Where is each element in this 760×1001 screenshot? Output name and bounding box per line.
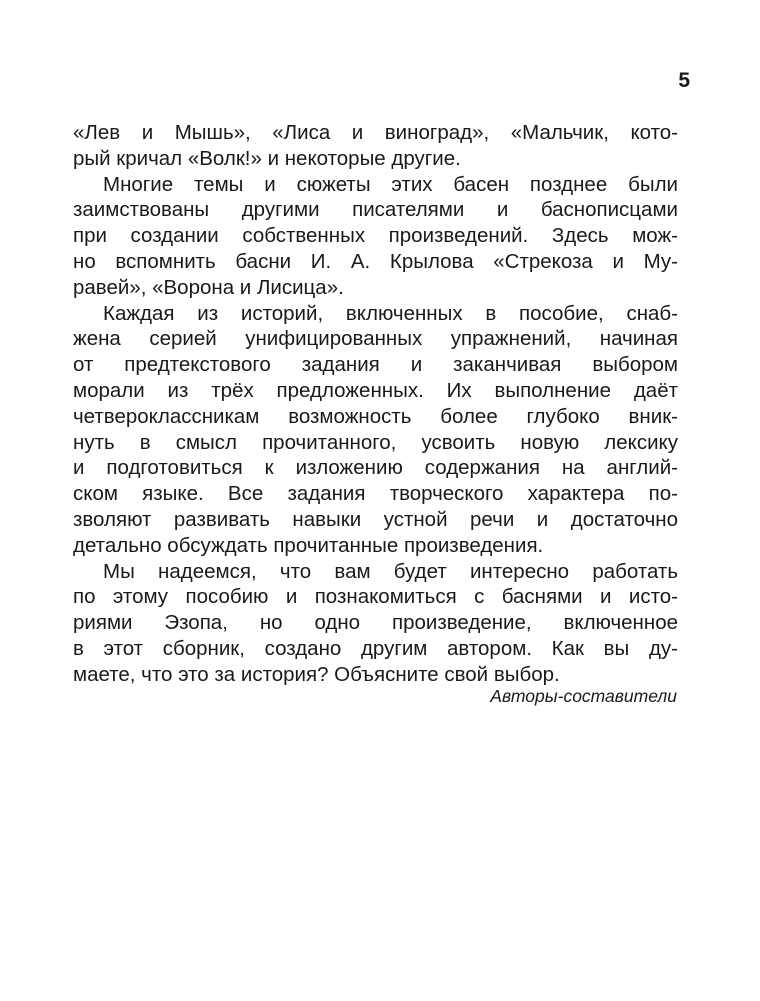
paragraph-3 [73,301,678,559]
text-line: жена серией унифицированных упражнений, начиная [73,327,678,351]
text-line: нуть в смысл прочитанного, усвоить новую лексику [73,430,678,454]
text-line: заимствованы другими писателями и баснописцами [73,198,678,222]
paragraph-4 [73,559,678,688]
paragraph-1 [73,120,678,172]
text-line: риями Эзопа, но одно произведение, включенное [73,611,678,635]
text-line: «Лев и Мышь», «Лиса и виноград», «Мальчик, кото- [73,121,678,144]
text-line: от предтекстового задания и заканчивая выбором [73,353,678,377]
text-line: по этому пособию и познакомиться с баснями и исто- [73,585,678,609]
body-text [73,120,678,688]
text-line: Многие темы и сюжеты этих басен позднее были [103,172,678,196]
paragraph-2 [73,172,678,301]
text-line: Мы надеемся, что вам будет интересно работать [103,559,678,583]
page-number: 5 [678,69,690,92]
text-line: рый кричал «Волк!» и некоторые другие. [73,146,461,170]
text-line: и подготовиться к изложению содержания на англий- [73,456,678,480]
text-line: при создании собственных произведений. Здесь мож- [73,224,678,248]
text-line: но вспомнить басни И. А. Крылова «Стрекоза и Му- [73,249,678,273]
text-line: четвероклассникам возможность более глубоко вник- [73,404,678,428]
text-line: морали из трёх предложенных. Их выполнение даёт [73,378,678,402]
text-line: маете, что это за история? Объясните свой выбор. [73,662,560,686]
text-line: равей», «Ворона и Лисица». [73,275,344,299]
text-line: зволяют развивать навыки устной речи и достаточно [73,507,678,531]
signature: Авторы-составители [490,686,677,706]
text-line: ском языке. Все задания творческого характера по- [73,482,678,506]
text-line: Каждая из историй, включенных в пособие, снаб- [103,301,678,325]
text-line: в этот сборник, создано другим автором. Как вы ду- [73,636,678,660]
text-line: детально обсуждать прочитанные произведения. [73,533,544,557]
